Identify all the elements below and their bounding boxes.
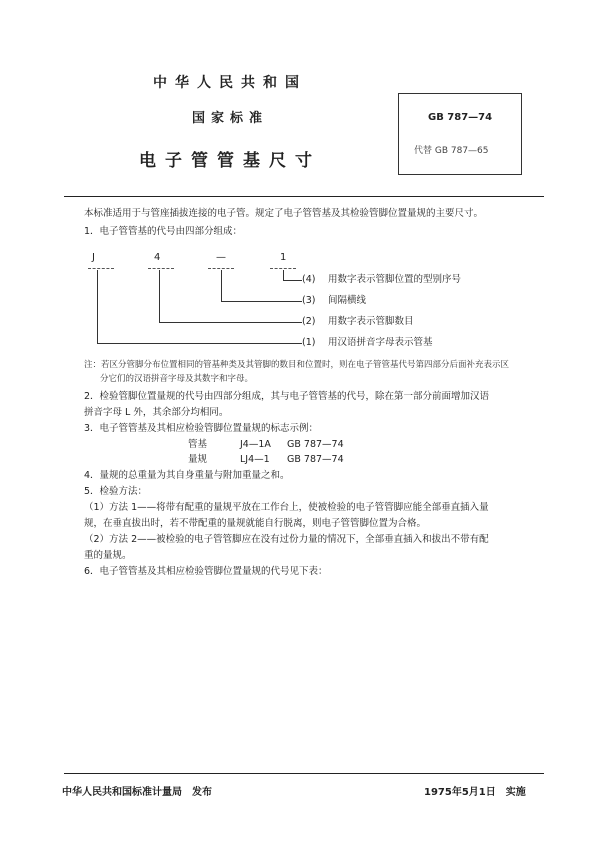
diagram-label-2-text: 用数字表示管脚数目 xyxy=(328,316,414,327)
footer-divider xyxy=(64,773,544,774)
top-divider xyxy=(64,196,544,197)
method-2-line-1: （2）方法 2——被检验的电子管管脚应在没有过份力量的情况下，全部垂直插入和拔出不带有配 xyxy=(84,534,489,545)
note-line-1: 注：若区分管脚分布位置相同的管基种类及其管脚的数目和位置时，则在电子管管基代号第四部分后面补充表示区 xyxy=(84,360,510,370)
replaces-standard: 代替 GB 787—65 xyxy=(414,146,489,156)
diagram-label-2-num: (2) xyxy=(302,316,316,327)
footer-effective-date: 1975年5月1日 实施 xyxy=(424,787,526,798)
example-label: 管基 xyxy=(188,439,208,450)
leader-4-vertical xyxy=(283,270,284,280)
underline-part-2 xyxy=(148,268,174,269)
diagram-label-3-num: (3) xyxy=(302,295,316,306)
leader-2-horizontal xyxy=(159,322,302,323)
example-code: LJ4—1 xyxy=(240,454,270,465)
country-standard-heading: 中华人民共和国 xyxy=(153,75,307,91)
example-label: 量规 xyxy=(188,454,208,465)
leader-1-horizontal xyxy=(97,343,302,344)
diagram-code-part-2: 4 xyxy=(154,252,161,263)
leader-3-vertical xyxy=(221,270,222,301)
item-1: 1．电子管管基的代号由四部分组成： xyxy=(84,226,243,237)
item-2-line-1: 2．检验管脚位置量规的代号由四部分组成，其与电子管管基的代号，除在第一部分前面增加汉语 xyxy=(84,391,490,402)
national-standard-heading: 国家标准 xyxy=(191,111,268,126)
underline-part-3 xyxy=(208,268,234,269)
item-6: 6．电子管管基及其相应检验管脚位置量规的代号见下表： xyxy=(84,566,328,577)
leader-4-horizontal xyxy=(283,280,302,281)
diagram-label-3-text: 间隔横线 xyxy=(328,295,367,306)
intro-paragraph: 本标准适用于与管座插拔连接的电子管。规定了电子管管基及其检验管脚位置量规的主要尺寸。 xyxy=(84,208,484,219)
diagram-code-part-3: — xyxy=(216,252,226,263)
item-2-line-2: 拼音字母 L 外，其余部分均相同。 xyxy=(84,407,229,418)
standard-number-box xyxy=(398,93,522,175)
example-standard: GB 787—74 xyxy=(287,439,344,450)
diagram-code-part-1: J xyxy=(92,252,95,263)
diagram-label-1-text: 用汉语拼音字母表示管基 xyxy=(328,337,433,348)
diagram-code-part-4: 1 xyxy=(280,252,287,263)
standard-number: GB 787—74 xyxy=(428,112,493,123)
diagram-label-4-text: 用数字表示管脚位置的型别序号 xyxy=(328,274,462,285)
example-code: J4—1A xyxy=(240,439,271,450)
diagram-label-1-num: (1) xyxy=(302,337,316,348)
underline-part-1 xyxy=(88,268,114,269)
footer-issuer: 中华人民共和国标准计量局 发布 xyxy=(62,787,212,798)
method-2-line-2: 重的量规。 xyxy=(84,550,132,561)
page-title: 电子管管基尺寸 xyxy=(139,151,321,171)
item-5: 5．检验方法： xyxy=(84,486,148,497)
method-1-line-2: 规，在垂直拔出时，若不带配重的量规就能自行脱离，则电子管管脚位置为合格。 xyxy=(84,518,427,529)
note-line-2: 分它们的汉语拼音字母及其数字和字母。 xyxy=(100,374,254,384)
leader-1-vertical xyxy=(97,270,98,343)
diagram-label-4-num: (4) xyxy=(302,274,316,285)
method-1-line-1: （1）方法 1——将带有配重的量规平放在工作台上，使被检验的电子管管脚应能全部垂直插入量 xyxy=(84,502,489,513)
leader-3-horizontal xyxy=(221,301,302,302)
leader-2-vertical xyxy=(159,270,160,322)
item-3: 3．电子管管基及其相应检验管脚位置量规的标志示例： xyxy=(84,423,319,434)
example-standard: GB 787—74 xyxy=(287,454,344,465)
item-4: 4．量规的总重量为其自身重量与附加重量之和。 xyxy=(84,470,290,481)
underline-part-4 xyxy=(270,268,296,269)
